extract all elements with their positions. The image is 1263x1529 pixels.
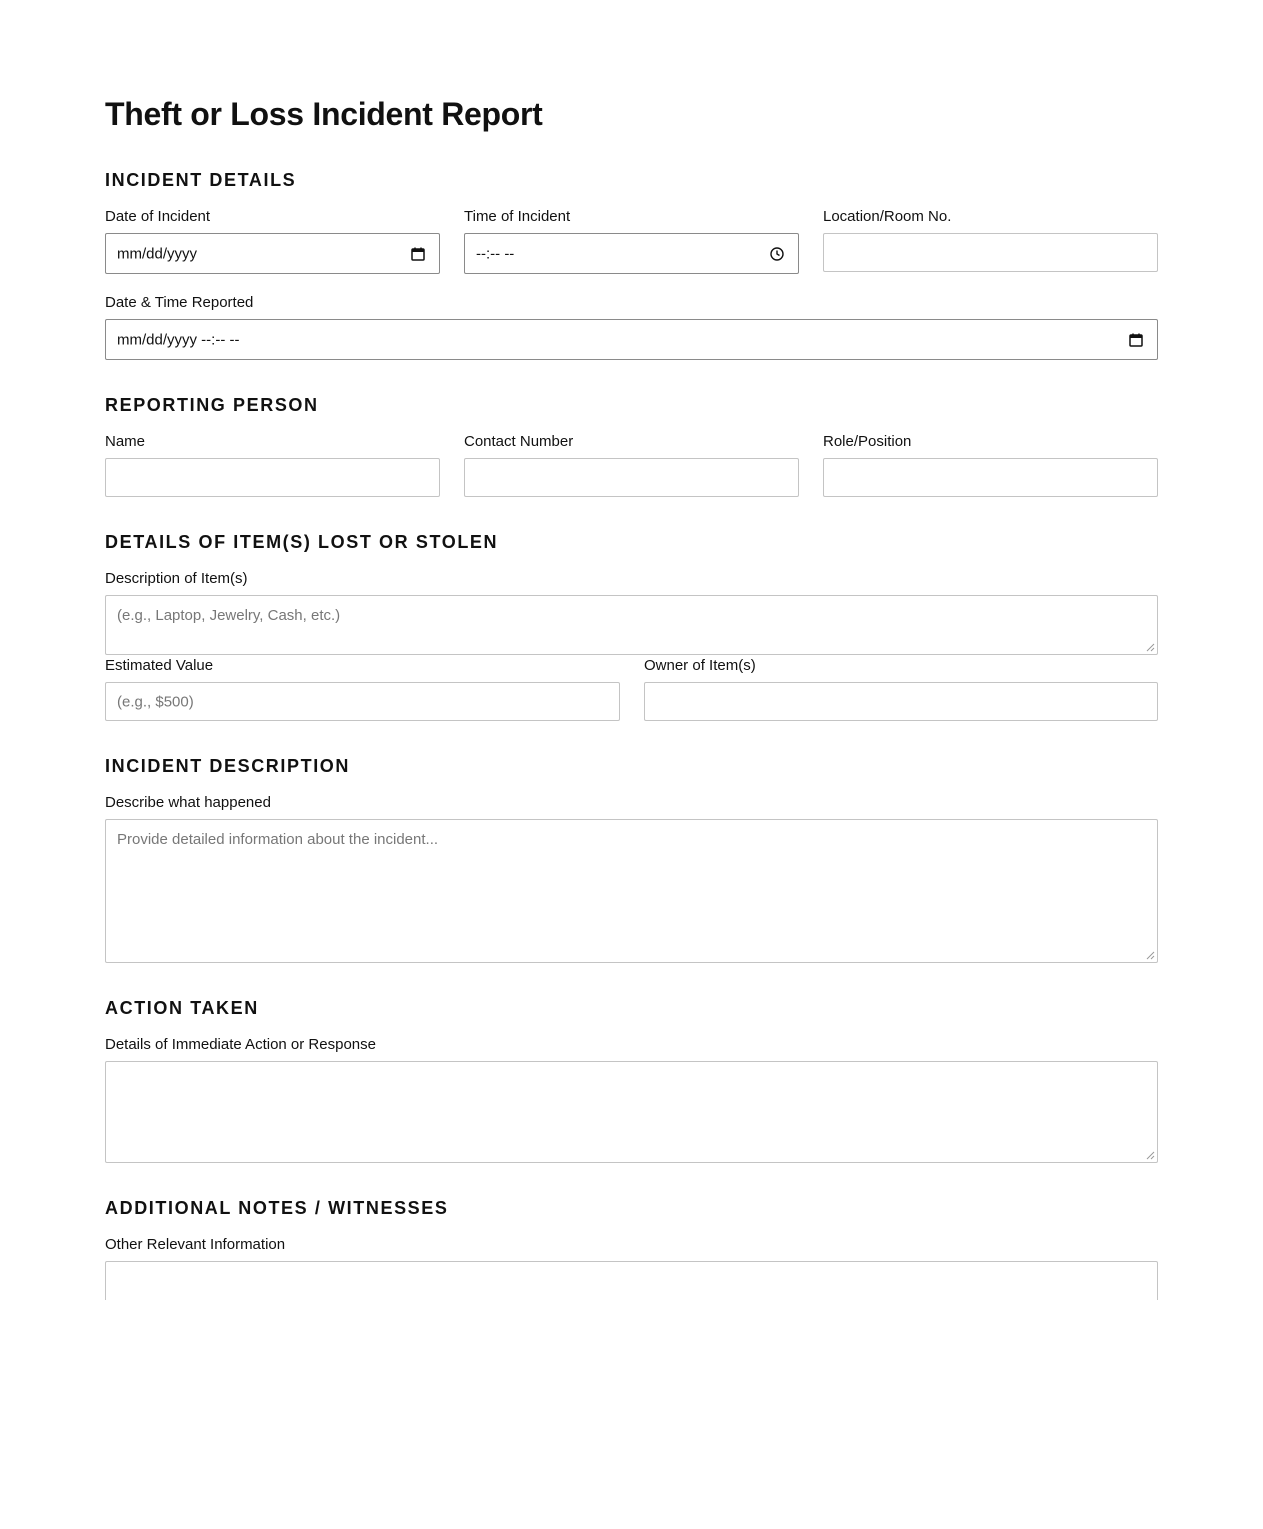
clock-icon[interactable] <box>769 246 785 262</box>
name-input[interactable] <box>105 458 440 497</box>
date-time-reported-input[interactable] <box>105 319 1158 360</box>
contact-number-label: Contact Number <box>464 433 574 450</box>
date-of-incident-label: Date of Incident <box>105 208 211 225</box>
date-time-reported-label: Date & Time Reported <box>105 294 254 311</box>
location-label: Location/Room No. <box>823 208 952 225</box>
estimated-value-placeholder: (e.g., $500) <box>117 693 194 710</box>
resize-grip-icon[interactable] <box>1146 643 1155 652</box>
resize-grip-icon[interactable] <box>1146 1151 1155 1160</box>
section-title-incident-details: INCIDENT DETAILS <box>105 170 297 190</box>
contact-number-input[interactable] <box>464 458 799 497</box>
describe-what-happened-textarea[interactable] <box>105 819 1158 963</box>
date-of-incident-input[interactable] <box>105 233 440 274</box>
date-of-incident-value: mm/dd/yyyy <box>117 245 198 262</box>
viewport-clip <box>0 1300 1263 1529</box>
section-title-additional-notes: ADDITIONAL NOTES / WITNESSES <box>105 1198 449 1218</box>
time-of-incident-input[interactable] <box>464 233 799 274</box>
name-label: Name <box>105 433 146 450</box>
time-of-incident-label: Time of Incident <box>464 208 571 225</box>
role-position-label: Role/Position <box>823 433 912 450</box>
other-relevant-information-label: Other Relevant Information <box>105 1236 286 1253</box>
section-title-items: DETAILS OF ITEM(S) LOST OR STOLEN <box>105 532 499 552</box>
describe-what-happened-placeholder: Provide detailed information about the incident... <box>117 831 439 848</box>
location-input[interactable] <box>823 233 1158 272</box>
resize-grip-icon[interactable] <box>1146 951 1155 960</box>
immediate-action-textarea[interactable] <box>105 1061 1158 1163</box>
immediate-action-label: Details of Immediate Action or Response <box>105 1036 376 1053</box>
time-of-incident-value: --:-- -- <box>476 245 515 262</box>
date-time-reported-value: mm/dd/yyyy --:-- -- <box>117 331 240 348</box>
estimated-value-input[interactable] <box>105 682 620 721</box>
estimated-value-label: Estimated Value <box>105 657 214 674</box>
calendar-icon[interactable] <box>1128 332 1144 348</box>
section-title-incident-description: INCIDENT DESCRIPTION <box>105 756 351 776</box>
owner-of-items-input[interactable] <box>644 682 1158 721</box>
description-of-items-textarea[interactable] <box>105 595 1158 655</box>
describe-what-happened-label: Describe what happened <box>105 794 271 811</box>
owner-of-items-label: Owner of Item(s) <box>644 657 756 674</box>
description-of-items-label: Description of Item(s) <box>105 570 248 587</box>
description-of-items-placeholder: (e.g., Laptop, Jewelry, Cash, etc.) <box>117 607 341 624</box>
section-title-reporting-person: REPORTING PERSON <box>105 395 319 415</box>
calendar-icon[interactable] <box>410 246 426 262</box>
page-title: Theft or Loss Incident Report <box>105 96 543 132</box>
section-title-action-taken: ACTION TAKEN <box>105 998 259 1018</box>
role-position-input[interactable] <box>823 458 1158 497</box>
